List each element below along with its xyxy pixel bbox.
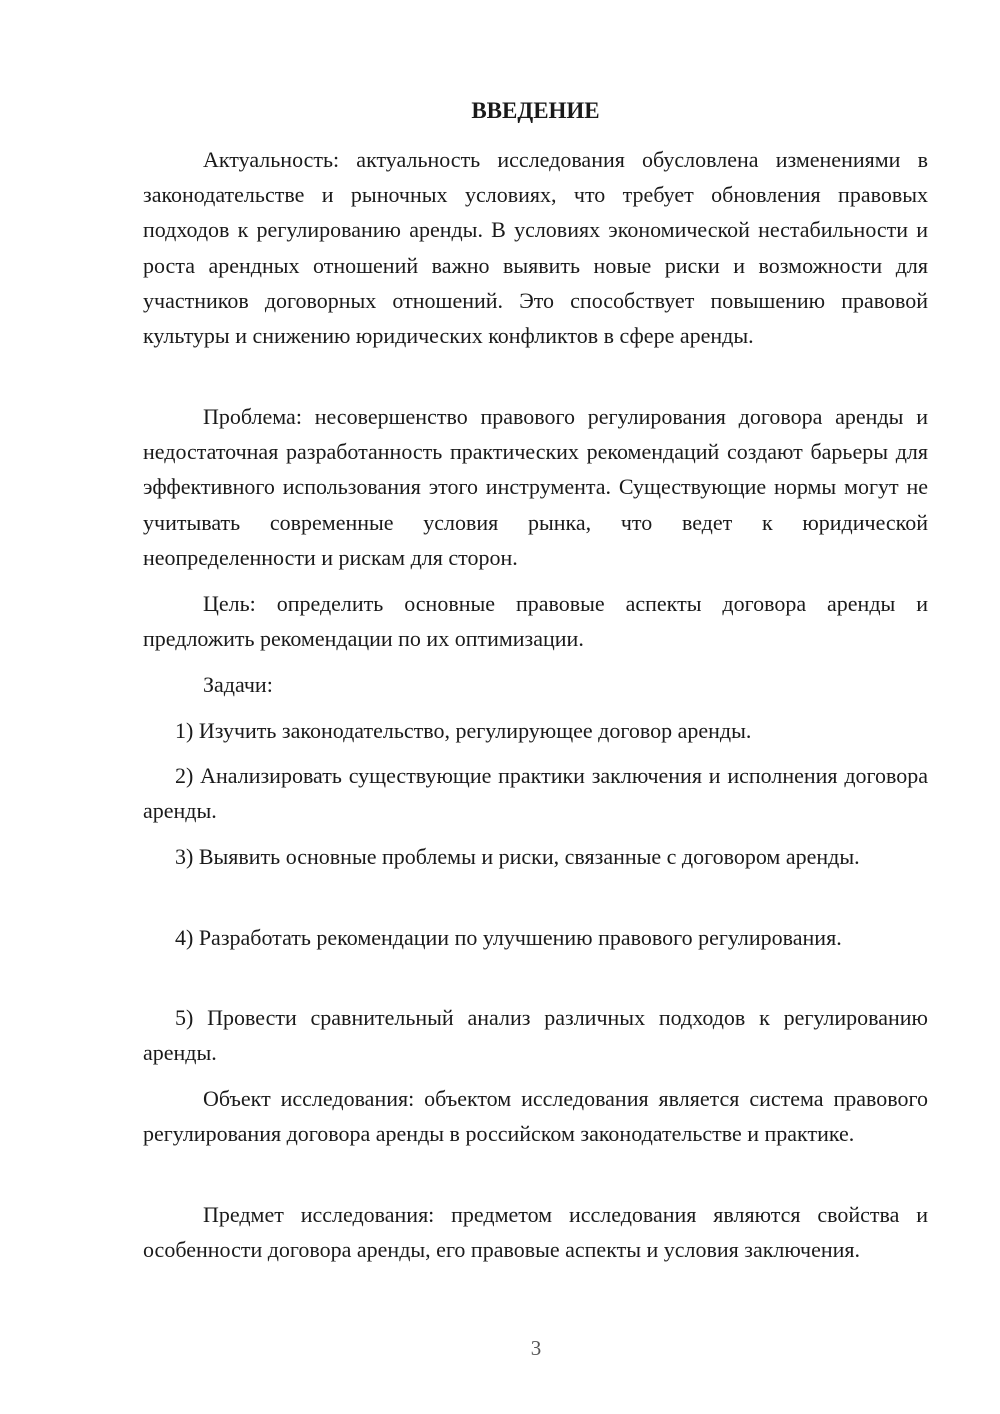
paragraph-goal: Цель: определить основные правовые аспекты договора аренды и предложить рекомендации по их оптимизации.: [143, 591, 928, 652]
paragraph-relevance: Актуальность: актуальность исследования обусловлена изменениями в законодательстве и рыночных условиях, что требует обновления правовых подходов к регулированию аренды. В условиях экономической нестабильности и роста арендных отношений важно выявить новые риски и возможности для участников договорных отношений. Это способствует повышению правовой культуры и снижению юридических конфликтов в сфере аренды.: [143, 147, 928, 349]
task-item-4: 4) Разработать рекомендации по улучшению правового регулирования.: [175, 925, 842, 950]
paragraph-tasks-label: Задачи:: [203, 672, 273, 697]
task-item-2: 2) Анализировать существующие практики заключения и исполнения договора аренды.: [143, 763, 928, 824]
page-number: 3: [530, 1336, 542, 1360]
task-item-3: 3) Выявить основные проблемы и риски, связанные с договором аренды.: [175, 844, 860, 869]
paragraph-problem: Проблема: несовершенство правового регулирования договора аренды и недостаточная разработанность практических рекомендаций создают барьеры для эффективного использования этого инструмента. Существующие нормы могут не учитывать современные условия рынка, что ведет к юридической неопределенности и рискам для сторон.: [143, 404, 928, 570]
paragraph-subject: Предмет исследования: предметом исследования являются свойства и особенности договора аренды, его правовые аспекты и условия заключения.: [143, 1202, 928, 1263]
task-item-1: 1) Изучить законодательство, регулирующее договор аренды.: [175, 718, 752, 743]
section-heading: ВВЕДЕНИЕ: [471, 98, 600, 123]
task-item-5: 5) Провести сравнительный анализ различных подходов к регулированию аренды.: [143, 1005, 928, 1066]
paragraph-object: Объект исследования: объектом исследования является система правового регулирования договора аренды в российском законодательстве и практике.: [143, 1086, 928, 1147]
